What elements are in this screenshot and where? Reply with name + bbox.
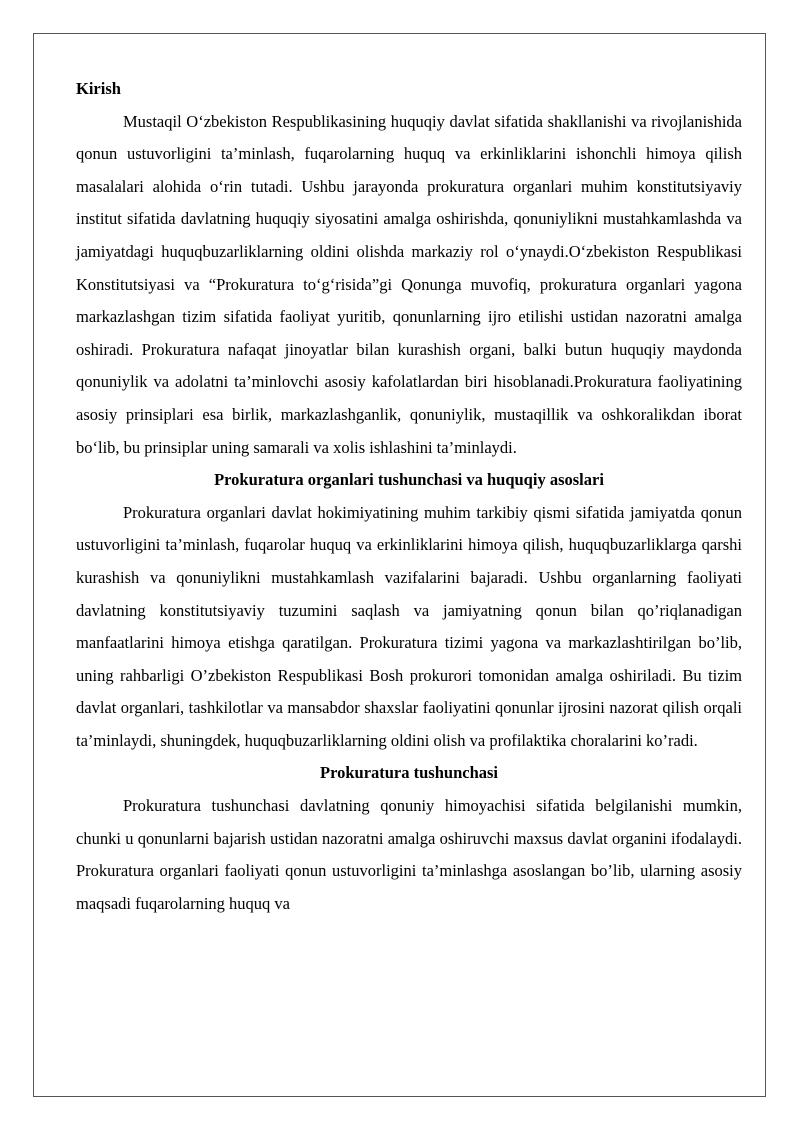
document-body <box>76 73 742 920</box>
section1-heading: Prokuratura organlari tushunchasi va huquqiy asoslari <box>214 470 604 490</box>
intro-paragraph: Mustaqil O‘zbekiston Respublikasining huquqiy davlat sifatida shakllanishi va rivojlanishida qonun ustuvorligini ta’minlash, fuqarolarning huquq va erkinliklarini ishonchli himoya qilish masalalari alohida o‘rin tutadi. Ushbu jarayonda prokuratura organlari muhim konstitutsiyaviy institut sifatida davlatning huquqiy siyosatini amalga oshirishda, qonuniylikni mustahkamlashda va jamiyatdagi huquqbuzarliklarning oldini olishda markaziy rol o‘ynaydi.O‘zbekiston Respublikasi Konstitutsiyasi va “Prokuratura to‘g‘risida”gi Qonunga muvofiq, prokuratura organlari yagona markazlashgan tizim sifatida faoliyat yuritib, qonunlarning ijro etilishi ustidan nazoratni amalga oshiradi. Prokuratura nafaqat jinoyatlar bilan kurashish organi, balki butun huquqiy maydonda qonuniylik va adolatni ta’minlovchi asosiy kafolatlardan biri hisoblanadi.Prokuratura faoliyatining asosiy prinsiplari esa birlik, markazlashganlik, qonuniylik, mustaqillik va oshkoralikdan iborat bo‘lib, bu prinsiplar uning samarali va xolis ishlashini ta’minlaydi. <box>76 111 742 457</box>
section2-heading: Prokuratura tushunchasi <box>319 763 499 783</box>
section1-paragraph: Prokuratura organlari davlat hokimiyatining muhim tarkibiy qismi sifatida jamiyatda qonun ustuvorligini ta’minlash, fuqarolar huquq va erkinliklarini himoya qilish, huquqbuzarliklarga qarshi kurashish va qonuniylikni mustahkamlash vazifalarini bajaradi. Ushbu organlarning faoliyati davlatning konstitutsiyaviy tuzumini saqlash va jamiyatning qonun bilan qo’riqlanadigan manfaatlarini himoya etishga qaratilgan. Prokuratura tizimi yagona va markazlashtirilgan bo’lib, uning rahbarligi O’zbekiston Respublikasi Bosh prokurori tomonidan amalga oshiriladi. Bu tizim davlat organlari, tashkilotlar va mansabdor shaxslar faoliyatini qonunlar ijrosini nazorat qilish orqali ta’minlaydi, shuningdek, huquqbuzarliklarning oldini olish va profilaktika choralarini ko’radi. <box>76 502 742 750</box>
intro-heading: Kirish <box>76 79 121 98</box>
section2-paragraph: Prokuratura tushunchasi davlatning qonuniy himoyachisi sifatida belgilanishi mumkin, chunki u qonunlarni bajarish ustidan nazoratni amalga oshiruvchi maxsus davlat organini ifodalaydi. Prokuratura organlari faoliyati qonun ustuvorligini ta’minlashga asoslangan bo’lib, ularning asosiy maqsadi fuqarolarning huquq va <box>76 796 742 913</box>
